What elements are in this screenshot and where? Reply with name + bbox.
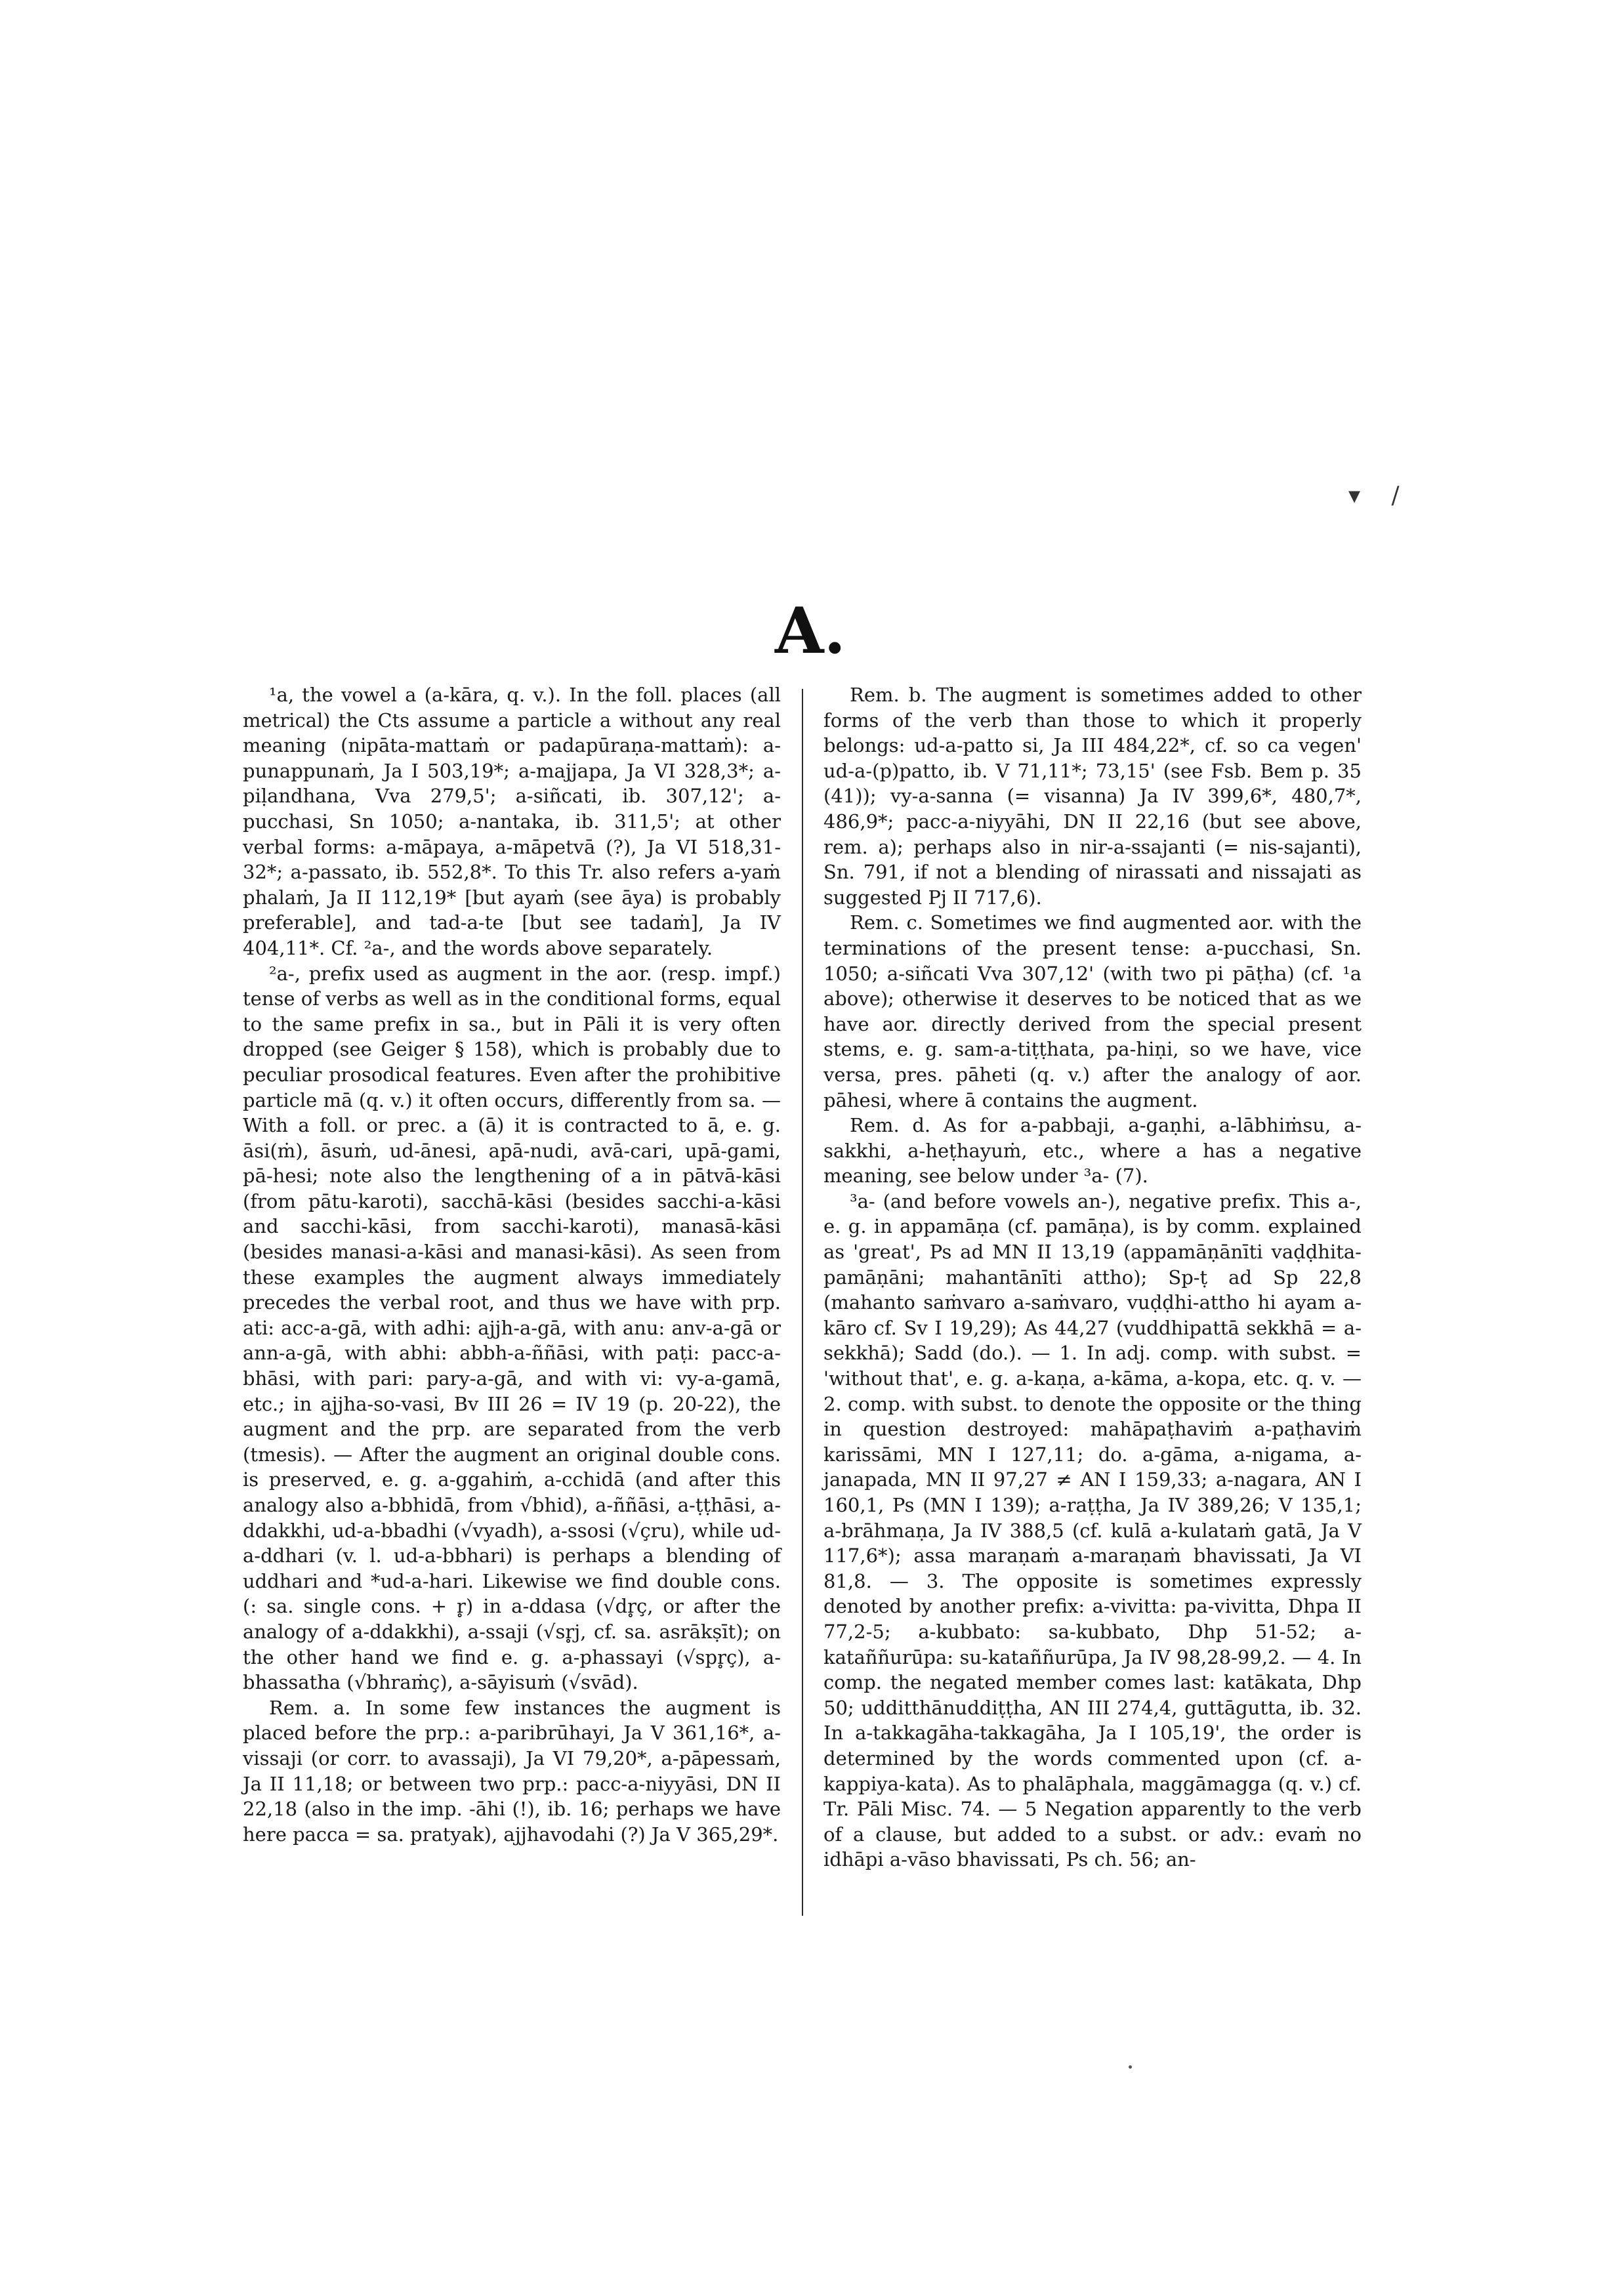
entry-2a: ²a-, prefix used as augment in the aor. (resp. impf.) tense of verbs as well as in the conditional forms, equal to the same prefix in sa., but in Pāli it is very often dropped (see Geiger § 158), which is probably due to peculiar prosodical features. Even after the prohibitive particle mā (q. v.) it often occurs, differently from sa. — With a foll. or prec. a (ā) it is contracted to ā, e. g. āsi(ṁ), āsuṁ, ud-ānesi, apā-nudi, avā-cari, upā-gami, pā-hesi; note also the lengthening of a in pātvā-kāsi (from pātu-karoti), sacchā-kāsi (besides sacchi-a-kāsi and sacchi-kāsi, from sacchi-karoti), manasā-kāsi (besides manasi-a-kāsi and manasi-kāsi). As seen from these examples the augment always immediately precedes the verbal root, and thus we have with prp. ati: acc-a-gā, with adhi: ajjh-a-gā, with anu: anv-a-gā or ann-a-gā, with abhi: abbh-a-ññāsi, with paṭi: pacc-a-bhāsi, with pari: pary-a-gā, and with vi: vy-a-gamā, etc.; in ajjha-so-vasi, Bv III 26 = IV 19 (p. 20-22), the augment and the prp. are separated from the verb (tmesis). — After the augment an original double cons. is preserved, e. g. a-ggahiṁ, a-cchidā (and after this analogy also a-bbhidā, from √bhid), a-ññāsi, a-ṭṭhāsi, a-ddakkhi, ud-a-bbadhi (√vyadh), a-ssosi (√çru), while ud-a-ddhari (v. l. ud-a-bbhari) is perhaps a blending of uddhari and *ud-a-hari. Likewise we find double cons. (: sa. single cons. + r̥) in a-ddasa (√dr̥ç, or after the analogy of a-ddakkhi), a-ssaji (√sr̥j, cf. sa. asrākṣīt); on the other hand we find e. g. a-phassayi (√spr̥ç), a-bhassatha (√bhraṁç), a-sāyisuṁ (√svād). — [243, 962, 781, 1694]
column-divider — [802, 689, 803, 1916]
stray-dot — [1129, 2065, 1132, 2069]
left-column — [243, 682, 781, 1847]
right-column — [823, 682, 1362, 1872]
remark-c: Rem. c. Sometimes we find augmented aor. with the terminations of the present tense: a-pucchasi, Sn. 1050; a-siñcati Vva 307,12' (with two pi pāṭha) (cf. ¹a above); otherwise it deserves to be noticed that as we have aor. directly derived from the special present stems, e. g. sam-a-tiṭṭhata, pa-hiṇi, so we have, vice versa, pres. pāheti (q. v.) after the analogy of aor. pāhesi, where ā contains the augment. — [823, 911, 1362, 1111]
entry-3a: ³a- (and before vowels an-), negative prefix. This a-, e. g. in appamāṇa (cf. pamāṇa), is by comm. explained as 'great', Ps ad MN II 13,19 (appamāṇānīti vaḍḍhita-pamāṇāni; mahantānīti attho); Sp-ṭ ad Sp 22,8 (mahanto saṁvaro a-saṁvaro, vuḍḍhi-attho hi ayam a-kāro cf. Sv I 19,29); As 44,27 (vuddhipattā sekkhā = a-sekkhā); Sadd (do.). — 1. In adj. comp. with subst. = 'without that', e. g. a-kaṇa, a-kāma, a-kopa, etc. q. v. — 2. comp. with subst. to denote the opposite or the thing in question destroyed: mahāpaṭhaviṁ a-paṭhaviṁ karissāmi, MN I 127,11; do. a-gāma, a-nigama, a-janapada, MN II 97,27 ≠ AN I 159,33; a-nagara, AN I 160,1, Ps (MN I 139); a-raṭṭha, Ja IV 389,26; V 135,1; a-brāhmaṇa, Ja IV 388,5 (cf. kulā a-kulataṁ gatā, Ja V 117,6*); assa maraṇaṁ a-maraṇaṁ bhavissati, Ja VI 81,8. — 3. The opposite is sometimes expressly denoted by another prefix: a-vivitta: pa-vivitta, Dhpa II 77,2-5; a-kubbato: sa-kubbato, Dhp 51-52; a-kataññurūpa: su-kataññurūpa, Ja IV 98,28-99,2. — 4. In comp. the negated member comes last: katākata, Dhp 50; udditthānuddiṭṭha, AN III 274,4, guttāgutta, ib. 32. In a-takkagāha-takkagāha, Ja I 105,19', the order is determined by the words commented upon (cf. a-kappiya-kata). As to phalāphala, maggāmagga (q. v.) cf. Tr. Pāli Misc. 74. — 5 Negation apparently to the verb of a clause, but added to a subst. or adv.: evaṁ no idhāpi a-vāso bhavissati, Ps ch. 56; an- — [823, 1189, 1362, 1871]
stray-print-marks: ▾ / — [1348, 482, 1411, 509]
entry-1a: ¹a, the vowel a (a-kāra, q. v.). In the foll. places (all metrical) the Cts assume a particle a without any real meaning (nipāta-mattaṁ or padapūraṇa-mattaṁ): a-punappunaṁ, Ja I 503,19*; a-majjapa, Ja VI 328,3*; a-piḷandhana, Vva 279,5'; a-siñcati, ib. 307,12'; a-pucchasi, Sn 1050; a-nantaka, ib. 311,5'; at other verbal forms: a-māpaya, a-māpetvā (?), Ja VI 518,31-32*; a-passato, ib. 552,8*. To this Tr. also refers a-yaṁ phalaṁ, Ja II 112,19* [but ayaṁ (see āya) is probably preferable], and tad-a-te [but see tadaṁ], Ja IV 404,11*. Cf. ²a-, and the words above separately. — [243, 684, 781, 959]
page-heading: A. — [775, 594, 846, 668]
remark-b: Rem. b. The augment is sometimes added to other forms of the verb than those to which it properly belongs: ud-a-patto si, Ja III 484,22*, cf. so ca vegen' ud-a-(p)patto, ib. V 71,11*; 73,15' (see Fsb. Bem p. 35 (41)); vy-a-sanna (= visanna) Ja IV 399,6*, 480,7*, 486,9*; pacc-a-niyyāhi, DN II 22,16 (but see above, rem. a); perhaps also in nir-a-ssajanti (= nis-sajanti), Sn. 791, if not a blending of nirassati and nissajati as suggested Pj II 717,6). — [823, 684, 1362, 909]
remark-d: Rem. d. As for a-pabbaji, a-gaṇhi, a-lābhiṁsu, a-sakkhi, a-heṭhayuṁ, etc., where a has a negative meaning, see below under ³a- (7). — [823, 1114, 1362, 1188]
remark-a: Rem. a. In some few instances the augment is placed before the prp.: a-paribrūhayi, Ja V 361,16*, a-vissaji (or corr. to avassaji), Ja VI 79,20*, a-pāpessaṁ, Ja II 11,18; or between two prp.: pacc-a-niyyāsi, DN II 22,18 (also in the imp. -āhi (!), ib. 16; perhaps we have here pacca = sa. pratyak), ajjhavodahi (?) Ja V 365,29*. — [243, 1696, 781, 1846]
